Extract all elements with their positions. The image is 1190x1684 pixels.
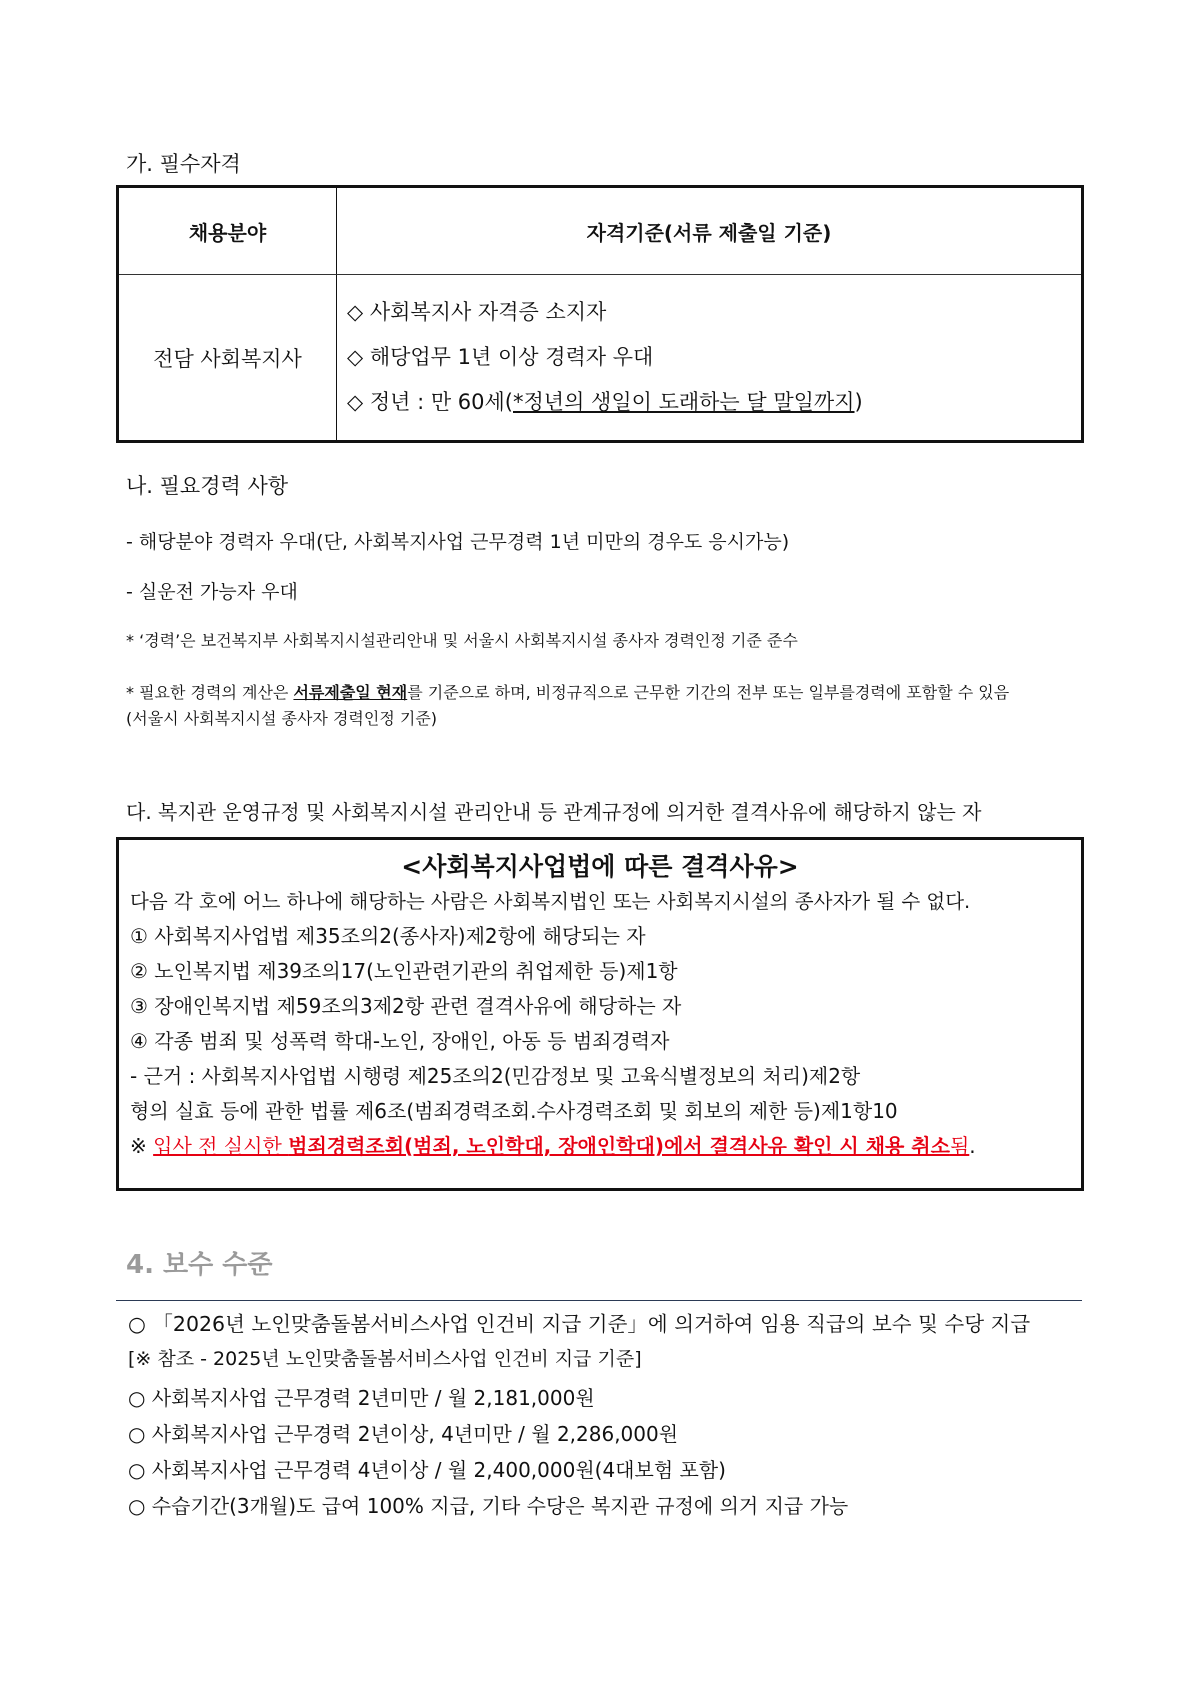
warning-bold: 범죄경력조회(범죄, 노인학대, 장애인학대)에서 결격사유 확인 시 채용 취소 — [288, 1134, 950, 1158]
note-suffix: 를 기준으로 하며, 비정규직으로 근무한 기간의 전부 또는 일부를경력에 포함할 수 있음 — [407, 683, 1010, 702]
career-note — [126, 680, 1009, 706]
criteria-prefix: ◇ 정년 : 만 60세( — [347, 390, 513, 414]
criteria-item: ◇ 해당업무 1년 이상 경력자 우대 — [347, 345, 654, 369]
box-line: ② 노인복지법 제39조의17(노인관련기관의 취업제한 등)제1항 — [130, 959, 678, 983]
pay-line: ○ 사회복지사업 근무경력 2년이상, 4년미만 / 월 2,286,000원 — [128, 1422, 679, 1446]
note-prefix: * 필요한 경력의 계산은 — [126, 683, 294, 702]
box-line: ④ 각종 범죄 및 성폭력 학대-노인, 장애인, 아동 등 범죄경력자 — [130, 1029, 670, 1053]
criteria-item: ◇ 사회복지사 자격증 소지자 — [347, 300, 607, 324]
warning-mark: ※ — [130, 1134, 154, 1158]
box-line: ① 사회복지사업법 제35조의2(종사자)제2항에 해당되는 자 — [130, 924, 646, 948]
criteria-cell — [337, 275, 1083, 442]
requirements-table — [116, 185, 1084, 443]
career-item: - 실운전 가능자 우대 — [126, 581, 298, 603]
criteria-suffix: ) — [854, 390, 863, 414]
table-header-row — [118, 187, 1083, 275]
warning-red: 입사 전 실시한 — [153, 1134, 289, 1158]
warning-end: 됨 — [949, 1134, 970, 1158]
field-name: 전담 사회복지사 — [118, 275, 337, 442]
note-bold: 서류제출일 현재 — [293, 683, 408, 702]
box-line: ③ 장애인복지법 제59조의3제2항 관련 결격사유에 해당하는 자 — [130, 994, 682, 1018]
pay-line: ○ 사회복지사업 근무경력 4년이상 / 월 2,400,000원(4대보험 포함) — [128, 1458, 726, 1482]
pay-line: [※ 참조 - 2025년 노인맞춤돌봄서비스사업 인건비 지급 기준] — [128, 1348, 642, 1370]
section-da-title: 다. 복지관 운영규정 및 사회복지시설 관리안내 등 관계규정에 의거한 결격사유에 해당하지 않는 자 — [126, 800, 982, 824]
pay-line: ○ 사회복지사업 근무경력 2년미만 / 월 2,181,000원 — [128, 1386, 595, 1410]
warning-line — [119, 1129, 1081, 1164]
section-na-title: 나. 필요경력 사항 — [126, 474, 289, 498]
pay-line: ○ 「2026년 노인맞춤돌봄서비스사업 인건비 지급 기준」에 의거하여 임용 직급의 보수 및 수당 지급 — [128, 1312, 1031, 1336]
table-row — [118, 275, 1083, 442]
career-note: * ‘경력’은 보건복지부 사회복지시설관리안내 및 서울시 사회복지시설 종사자 경력인정 기준 준수 — [126, 631, 798, 650]
box-line: - 근거 : 사회복지사업법 시행령 제25조의2(민감정보 및 고육식별정보의 처리)제2항 — [130, 1064, 861, 1088]
criteria-underlined: *정년의 생일이 도래하는 달 말일까지 — [513, 390, 855, 414]
header-field: 채용분야 — [118, 187, 337, 275]
warning-period: . — [969, 1134, 976, 1158]
header-criteria: 자격기준(서류 제출일 기준) — [337, 187, 1083, 275]
disqualification-box — [116, 837, 1084, 1191]
career-note: (서울시 사회복지시설 종사자 경력인정 기준) — [126, 709, 438, 728]
pay-line: ○ 수습기간(3개월)도 급여 100% 지급, 기타 수당은 복지관 규정에 의거 지급 가능 — [128, 1494, 849, 1518]
box-line: 다음 각 호에 어느 하나에 해당하는 사람은 사회복지법인 또는 사회복지시설의 종사자가 될 수 없다. — [130, 890, 971, 913]
section-divider — [116, 1300, 1082, 1301]
criteria-item — [347, 380, 1081, 425]
career-item: - 해당분야 경력자 우대(단, 사회복지사업 근무경력 1년 미만의 경우도 응시가능) — [126, 531, 790, 553]
box-line: 형의 실효 등에 관한 법률 제6조(범죄경력조회.수사경력조회 및 회보의 제한 등)제1항10 — [130, 1099, 898, 1123]
section-ga-title: 가. 필수자격 — [126, 152, 241, 176]
box-title: <사회복지사업법에 따른 결격사유> — [401, 852, 799, 881]
section-pay-title: 4. 보수 수준 — [126, 1250, 273, 1280]
